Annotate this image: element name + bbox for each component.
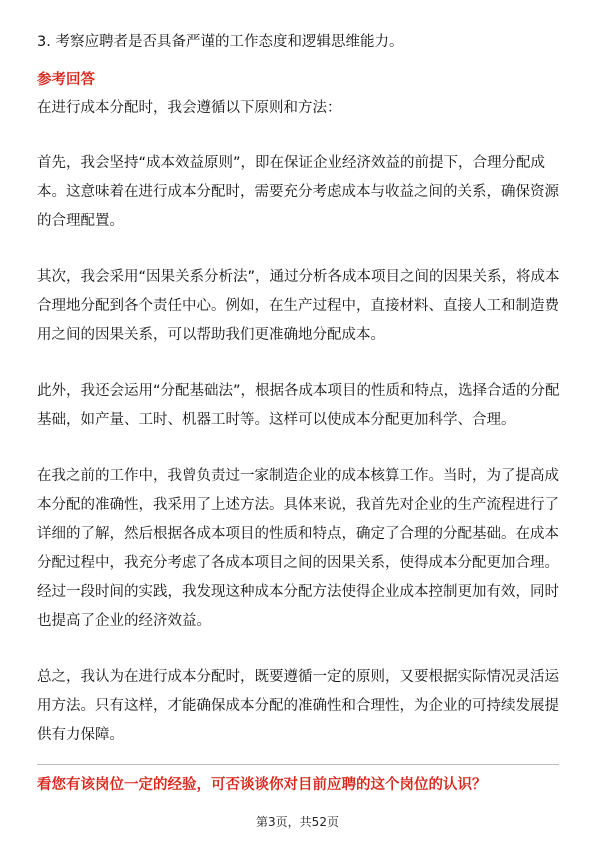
paragraph-3-line-2: 基础，如产量、工时、机器工时等。这样可以使成本分配更加科学、合理。: [37, 412, 516, 428]
paragraph-4-line-5: 经过一段时间的实践，我发现这种成本分配方法使得企业成本控制更加有效，同时: [37, 584, 559, 600]
paragraph-2-line-1: 其次，我会采用“因果关系分析法”，通过分析各成本项目之间的因果关系，将成本: [37, 269, 560, 285]
paragraph-5-line-3: 供有力保障。: [37, 727, 124, 743]
page-footer: 第3页，共52页: [256, 815, 339, 829]
answer-intro: 在进行成本分配时，我会遵循以下原则和方法：: [37, 100, 342, 116]
reference-answer-heading: 参考回答: [37, 72, 95, 88]
paragraph-1-line-3: 的合理配置。: [37, 213, 124, 229]
paragraph-2-line-3: 用之间的因果关系，可以帮助我们更准确地分配成本。: [37, 327, 385, 343]
paragraph-4-line-2: 本分配的准确性，我采用了上述方法。具体来说，我首先对企业的生产流程进行了: [37, 497, 559, 513]
paragraph-2-line-2: 合理地分配到各个责任中心。例如，在生产过程中，直接材料、直接人工和制造费: [37, 298, 559, 314]
paragraph-5-line-2: 用方法。只有这样，才能确保成本分配的准确性和合理性，为企业的可持续发展提: [37, 698, 559, 714]
paragraph-5-line-1: 总之，我认为在进行成本分配时，既要遵循一定的原则，又要根据实际情况灵活运: [37, 669, 559, 685]
paragraph-3-line-1: 此外，我还会运用“分配基础法”，根据各成本项目的性质和特点，选择合适的分配: [37, 383, 560, 399]
next-question: 看您有该岗位一定的经验，可否谈谈你对目前应聘的这个岗位的认识？: [37, 777, 487, 793]
divider: [37, 764, 559, 765]
paragraph-4-line-1: 在我之前的工作中，我曾负责过一家制造企业的成本核算工作。当时，为了提高成: [37, 468, 559, 484]
paragraph-1-line-2: 本。这意味着在进行成本分配时，需要充分考虑成本与收益之间的关系，确保资源: [37, 184, 559, 200]
paragraph-1-line-1: 首先，我会坚持“成本效益原则”，即在保证企业经济效益的前提下，合理分配成: [37, 155, 546, 171]
paragraph-4-line-3: 详细的了解，然后根据各成本项目的性质和特点，确定了合理的分配基础。在成本: [37, 526, 559, 542]
paragraph-4-line-4: 分配过程中，我充分考虑了各成本项目之间的因果关系，使得成本分配更加合理。: [37, 555, 559, 571]
paragraph-4-line-6: 也提高了企业的经济效益。: [37, 613, 211, 629]
question-point-3: 3. 考察应聘者是否具备严谨的工作态度和逻辑思维能力。: [37, 34, 404, 50]
